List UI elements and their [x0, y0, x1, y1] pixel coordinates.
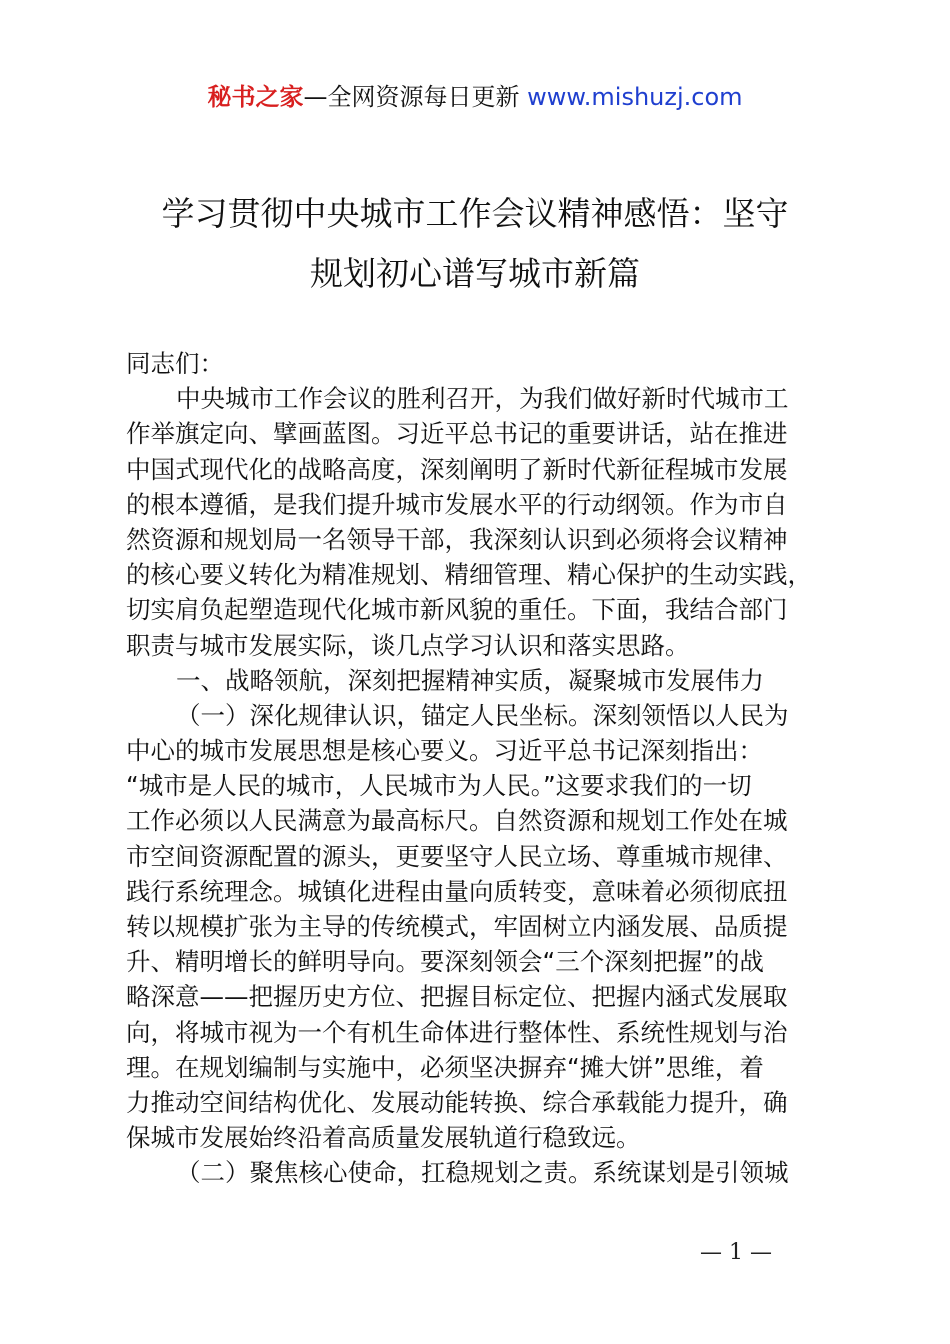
body-line: “城市是人民的城市，人民城市为人民。”这要求我们的一切 — [126, 771, 752, 801]
header-tagline: —全网资源每日更新 — [303, 83, 528, 111]
body-line: 略深意——把握历史方位、把握目标定位、把握内涵式发展取 — [126, 982, 788, 1012]
body-line: 职责与城市发展实际，谈几点学习认识和落实思路。 — [126, 630, 690, 660]
site-url[interactable]: www.mishuzj.com — [527, 83, 743, 111]
brand-name: 秘书之家 — [207, 83, 304, 111]
body-line: （二）聚焦核心使命，扛稳规划之责。系统谋划是引领城 — [176, 1158, 789, 1188]
body-line: 力推动空间结构优化、发展动能转换、综合承载能力提升，确 — [126, 1087, 788, 1117]
site-header — [0, 80, 950, 114]
body-line: 切实肩负起塑造现代化城市新风貌的重任。下面，我结合部门 — [126, 595, 788, 625]
salutation: 同志们： — [126, 349, 224, 378]
body-line: 转以规模扩张为主导的传统模式，牢固树立内涵发展、品质提 — [126, 912, 788, 941]
body-line: 然资源和规划局一名领导干部，我深刻认识到必须将会议精神 — [126, 524, 788, 554]
body-line: 升、精明增长的鲜明导向。要深刻领会“三个深刻把握”的战 — [126, 947, 764, 977]
body-line: 中心的城市发展思想是核心要义。习近平总书记深刻指出： — [126, 736, 763, 766]
body-line: （一）深化规律认识，锚定人民坐标。深刻领悟以人民为 — [176, 700, 789, 730]
body-line: 市空间资源配置的源头，更要坚守人民立场、尊重城市规律、 — [126, 841, 788, 871]
page-number: — 1 — — [700, 1240, 772, 1265]
body-line: 践行系统理念。城镇化进程由量向质转变，意味着必须彻底扭 — [126, 876, 788, 906]
body-line: 保城市发展始终沿着高质量发展轨道行稳致远。 — [126, 1123, 641, 1153]
body-line: 理。在规划编制与实施中，必须坚决摒弃“摊大饼”思维，着 — [126, 1052, 764, 1082]
document-title — [125, 184, 825, 304]
body-line: 的根本遵循，是我们提升城市发展水平的行动纲领。作为市自 — [126, 489, 788, 519]
title-line-2: 规划初心谱写城市新篇 — [310, 254, 640, 293]
body-line: 的核心要义转化为精准规划、精细管理、精心保护的生动实践， — [126, 560, 812, 590]
body-line: 中国式现代化的战略高度，深刻阐明了新时代新征程城市发展 — [126, 454, 788, 484]
section-heading: 一、战略领航，深刻把握精神实质，凝聚城市发展伟力 — [176, 665, 764, 695]
body-line: 向，将城市视为一个有机生命体进行整体性、系统性规划与治 — [126, 1017, 788, 1047]
body-line: 作举旗定向、擘画蓝图。习近平总书记的重要讲话，站在推进 — [126, 419, 788, 449]
body-line: 中央城市工作会议的胜利召开，为我们做好新时代城市工 — [176, 384, 789, 414]
title-line-1: 学习贯彻中央城市工作会议精神感悟：坚守 — [161, 194, 789, 233]
body-line: 工作必须以人民满意为最高标尺。自然资源和规划工作处在城 — [126, 806, 788, 836]
document-body — [126, 346, 832, 1191]
